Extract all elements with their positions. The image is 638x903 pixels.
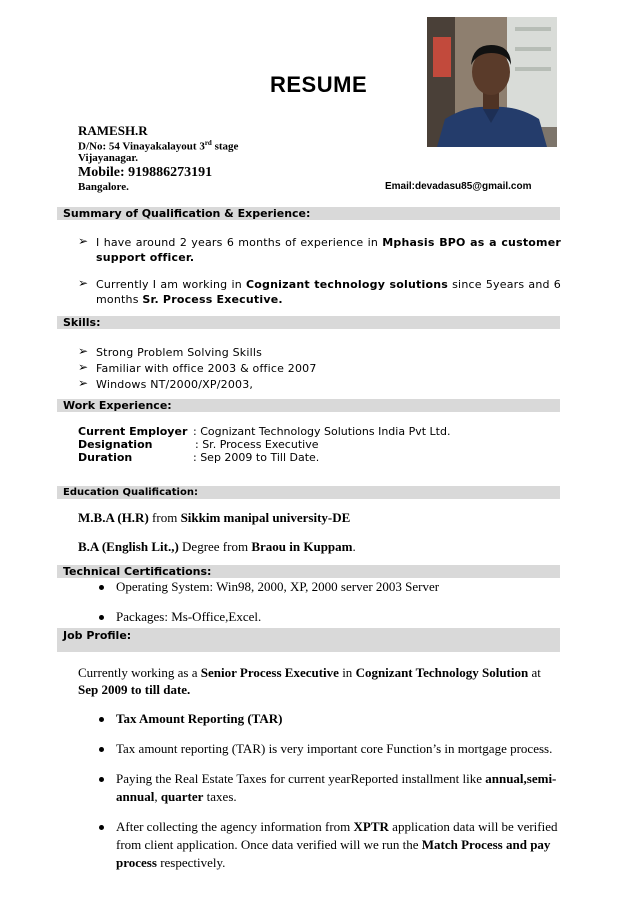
- arrow-bullet-icon: ➢: [78, 276, 89, 290]
- arrow-bullet-icon: ➢: [78, 234, 89, 248]
- bullet-dot-icon: [99, 615, 104, 620]
- address-line-2: Vijayanagar.: [78, 152, 138, 164]
- skill-item: Strong Problem Solving Skills: [96, 346, 263, 359]
- designation-label: Designation: [78, 438, 153, 451]
- job-profile-item-3: Paying the Real Estate Taxes for current yearReported installment like annual,semi-annual, quarter taxes.: [116, 771, 557, 804]
- skill-item: Familiar with office 2003 & office 2007: [96, 362, 317, 375]
- section-header-job-profile: Job Profile:: [57, 628, 560, 652]
- arrow-bullet-icon: ➢: [78, 360, 89, 374]
- job-profile-intro: Currently working as a Senior Process Executive in Cognizant Technology Solution at Sep 2009 to till date.: [78, 665, 541, 697]
- duration-value: : Sep 2009 to Till Date.: [193, 451, 320, 464]
- employer-label: Current Employer: [78, 425, 188, 438]
- bullet-dot-icon: [99, 777, 104, 782]
- bullet-dot-icon: [99, 825, 104, 830]
- profile-photo: [427, 17, 557, 147]
- skill-item: Windows NT/2000/XP/2003,: [96, 378, 254, 391]
- certification-item: Packages: Ms-Office,Excel.: [116, 609, 262, 624]
- section-header-certifications: Technical Certifications:: [57, 565, 560, 578]
- summary-item-1: I have around 2 years 6 months of experience in Mphasis BPO as a customer support officer.: [96, 236, 561, 264]
- certification-item: Operating System: Win98, 2000, XP, 2000 server 2003 Server: [116, 579, 440, 594]
- section-header-summary: Summary of Qualification & Experience:: [57, 207, 560, 220]
- education-item-2: B.A (English Lit.,) Degree from Braou in Kuppam.: [78, 539, 356, 554]
- candidate-name: RAMESH.R: [78, 123, 148, 138]
- designation-value: : Sr. Process Executive: [195, 438, 319, 451]
- section-header-work: Work Experience:: [57, 399, 560, 412]
- arrow-bullet-icon: ➢: [78, 344, 89, 358]
- summary-item-2: Currently I am working in Cognizant technology solutions since 5years and 6 months Sr. Process Executive.: [96, 278, 561, 306]
- employer-value: : Cognizant Technology Solutions India Pvt Ltd.: [193, 425, 451, 438]
- address-line-1: D/No: 54 Vinayakalayout 3rd stage: [78, 139, 239, 153]
- email-address[interactable]: Email:devadasu85@gmail.com: [385, 181, 532, 192]
- bullet-dot-icon: [99, 747, 104, 752]
- arrow-bullet-icon: ➢: [78, 376, 89, 390]
- person-photo-icon: [427, 17, 557, 147]
- bullet-dot-icon: [99, 717, 104, 722]
- job-profile-item-1: Tax Amount Reporting (TAR): [116, 711, 283, 726]
- section-header-education: Education Qualification:: [57, 486, 560, 499]
- job-profile-item-2: Tax amount reporting (TAR) is very important core Function’s in mortgage process.: [116, 741, 553, 756]
- education-item-1: M.B.A (H.R) from Sikkim manipal university-DE: [78, 510, 351, 525]
- mobile-number: Mobile: 919886273191: [78, 165, 213, 180]
- section-header-skills: Skills:: [57, 316, 560, 329]
- resume-title: RESUME: [270, 72, 368, 97]
- duration-label: Duration: [78, 451, 133, 464]
- city: Bangalore.: [78, 181, 129, 193]
- job-profile-item-4: After collecting the agency information from XPTR application data will be verified from client application. Once data verified will we run the Match Process and pay process respectively.: [116, 819, 558, 870]
- bullet-dot-icon: [99, 585, 104, 590]
